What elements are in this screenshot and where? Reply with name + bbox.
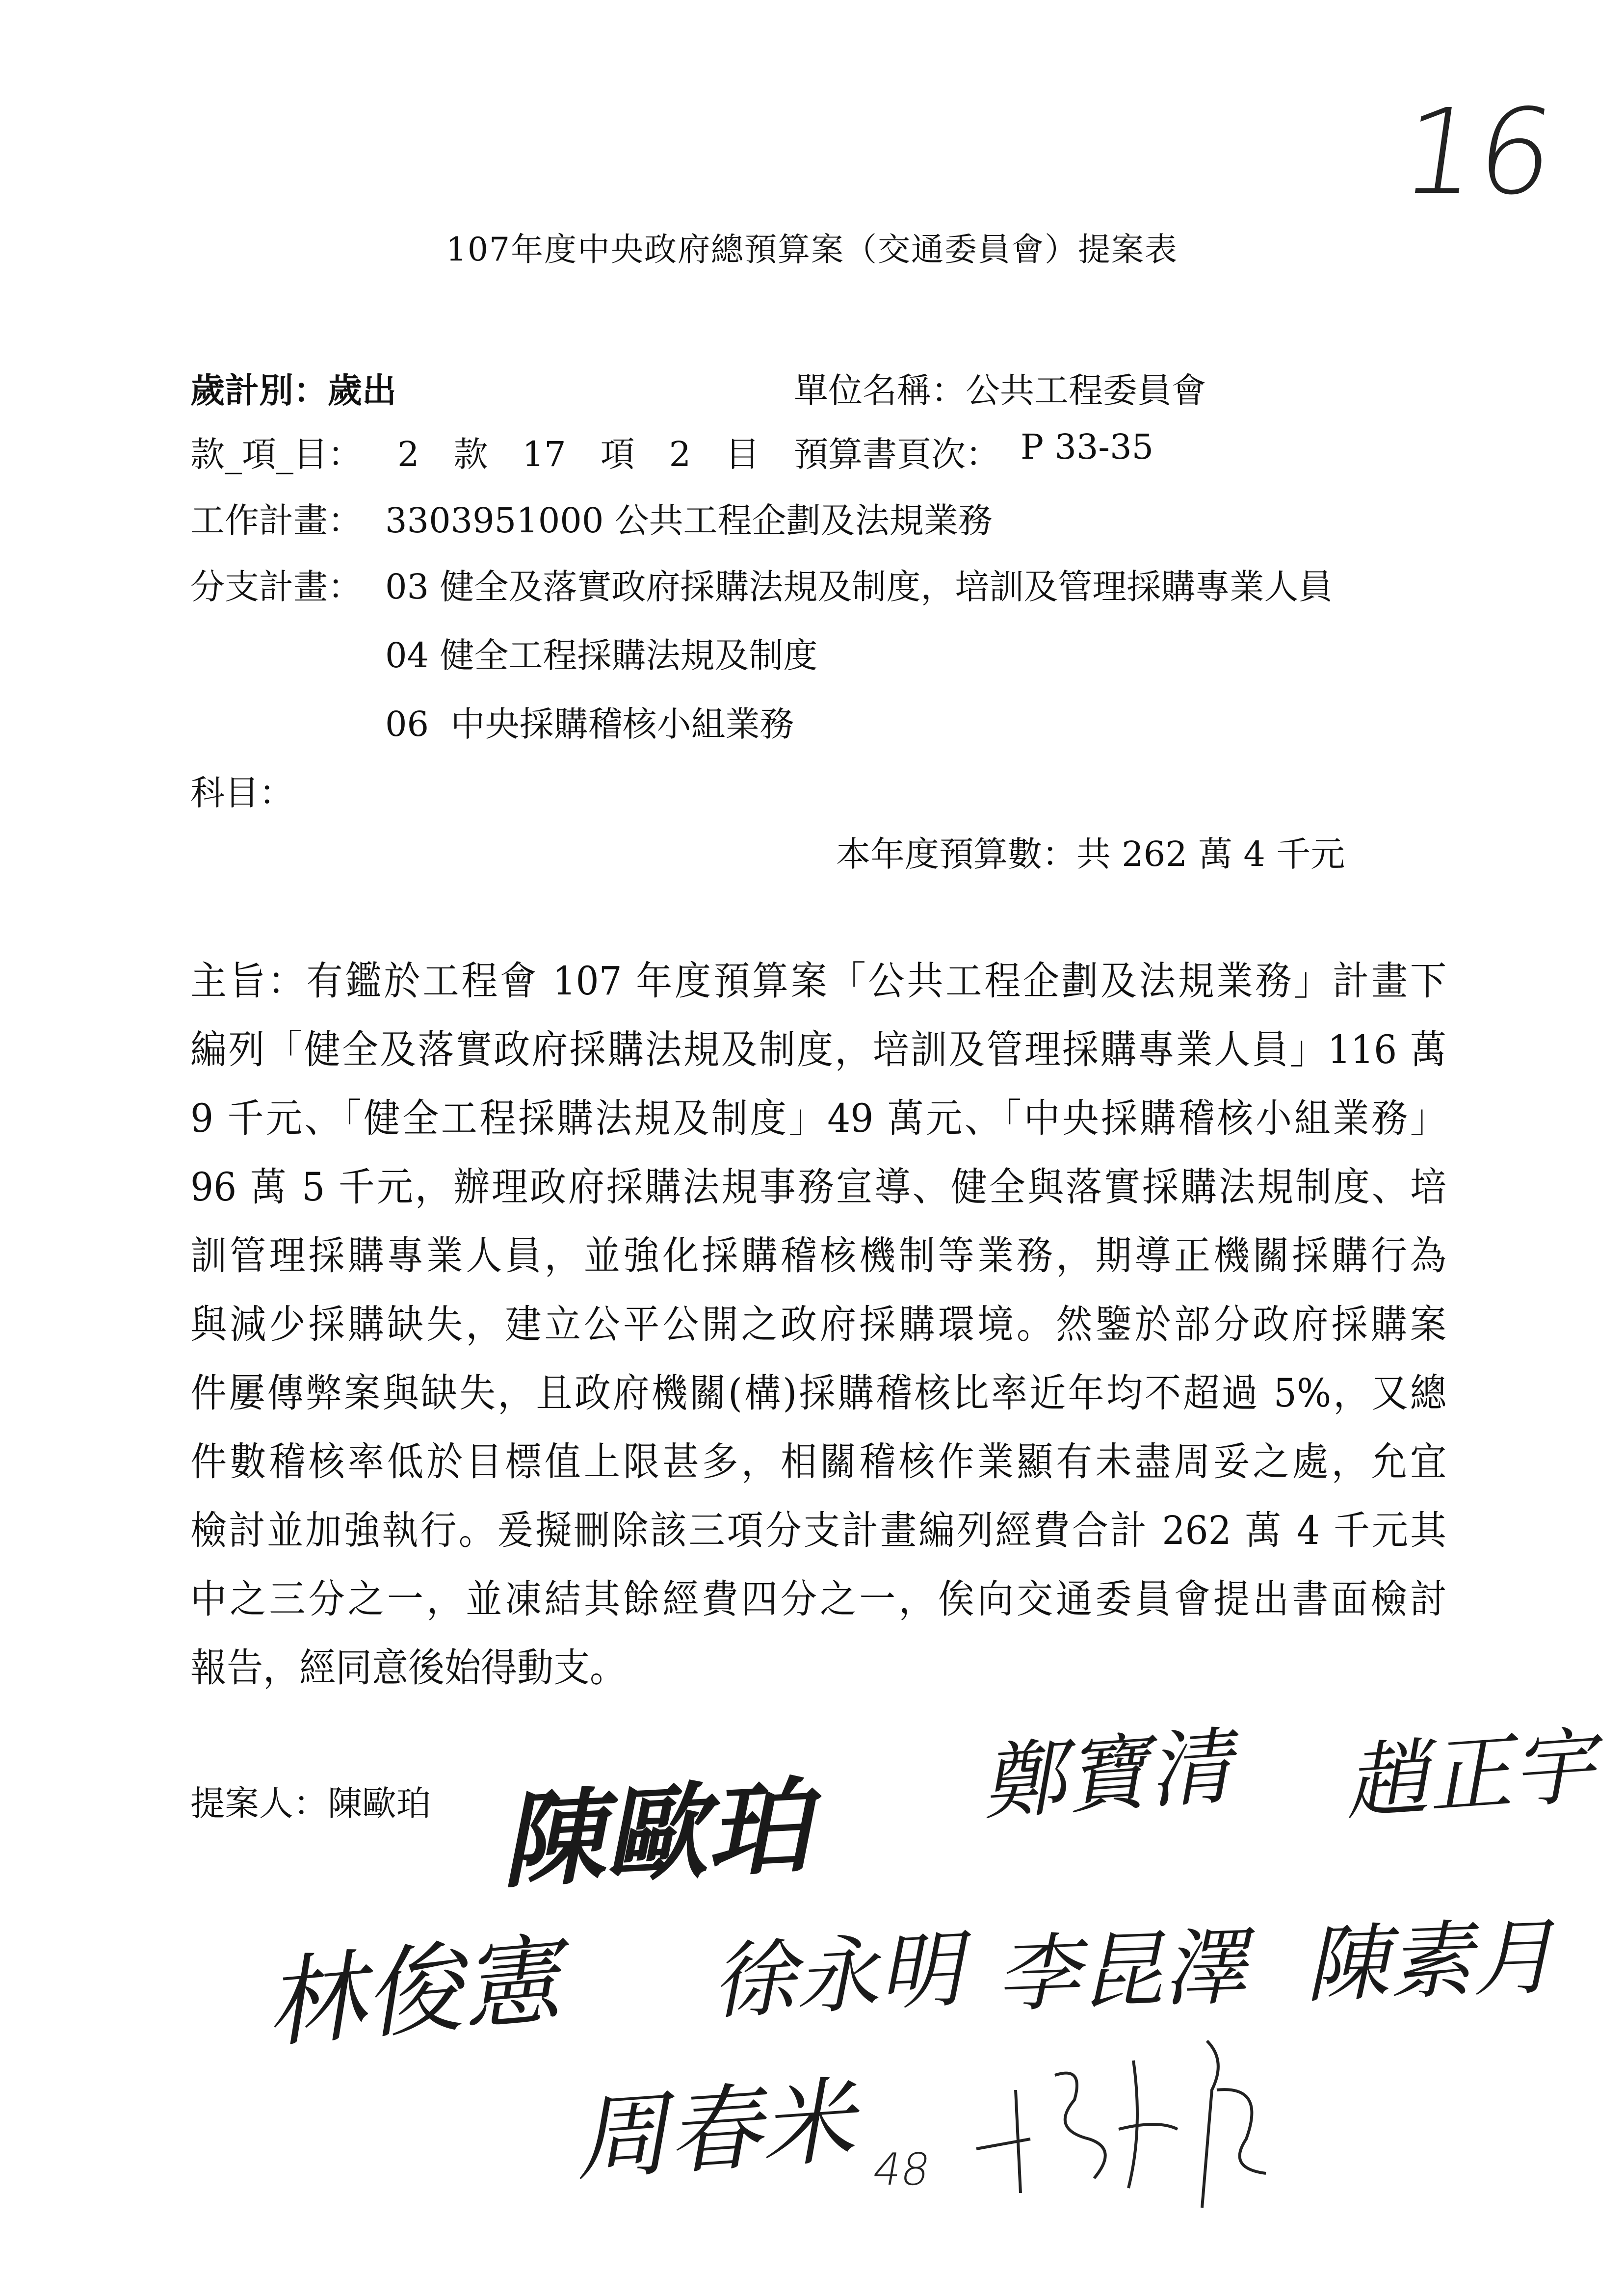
signature: 徐永明 (709, 1921, 965, 2032)
work-plan-label: 工作計畫： (190, 500, 362, 541)
handwritten-page-number: 16 (1393, 83, 1563, 221)
signature: 趙正宇 (1341, 1718, 1598, 1832)
signature-scribble (971, 2031, 1295, 2227)
sub-plan-item: 06 中央採購稽核小組業務 (385, 704, 794, 744)
signature: 林俊憲 (261, 1922, 565, 2062)
body-line: 9 千元、「健全工程採購法規及制度」49 萬元、「中央採購稽核小組業務」 (190, 1096, 1446, 1142)
body-line: 件屢傳弊案與缺失，且政府機關(構)採購稽核比率近年均不超過 5%，又總 (190, 1370, 1446, 1416)
body-line: 訓管理採購專業人員，並強化採購稽核機制等業務，期導正機關採購行為 (190, 1233, 1446, 1279)
body-line: 主旨：有鑑於工程會 107 年度預算案「公共工程企劃及法規業務」計畫下 (190, 958, 1446, 1004)
budget-amount: 本年度預算數：共 262 萬 4 千元 (836, 834, 1345, 874)
page-ref-label: 預算書頁次： (794, 434, 1000, 474)
sub-plan-label: 分支計畫： (190, 567, 362, 607)
body-line: 件數稽核率低於目標值上限甚多，相關稽核作業顯有未盡周妥之處，允宜 (190, 1439, 1446, 1485)
proposer-label: 提案人：陳歐珀 (190, 1783, 431, 1824)
item-label: 款_項_目： (190, 434, 362, 474)
signature: 陳素月 (1304, 1908, 1557, 2014)
item-value: 2 款 17 項 2 目 (397, 434, 760, 474)
subject-label: 科目： (190, 773, 293, 813)
page-ref-value: P 33-35 (1021, 427, 1154, 467)
signature: 周春米 (571, 2066, 858, 2194)
sub-plan-item: 03 健全及落實政府採購法規及制度，培訓及管理採購專業人員 (385, 567, 1333, 607)
unit-name: 單位名稱：公共工程委員會 (794, 370, 1206, 411)
signature: 鄭寶清 (978, 1718, 1235, 1832)
sub-plan-item: 04 健全工程採購法規及制度 (385, 635, 818, 676)
body-line: 檢討並加強執行。爰擬刪除該三項分支計畫編列經費合計 262 萬 4 千元其 (190, 1508, 1446, 1554)
body-line: 中之三分之一，並凍結其餘經費四分之一，俟向交通委員會提出書面檢討 (190, 1576, 1446, 1622)
handwritten-footer-number: 48 (868, 2144, 934, 2195)
signature: 陳歐珀 (498, 1765, 813, 1903)
body-line: 報告，經同意後始得動支。 (190, 1645, 626, 1691)
work-plan-value: 3303951000 公共工程企劃及法規業務 (385, 500, 993, 541)
page-title: 107年度中央政府總預算案（交通委員會）提案表 (446, 231, 1178, 268)
body-line: 與減少採購缺失，建立公平公開之政府採購環境。然鑒於部分政府採購案 (190, 1302, 1446, 1348)
body-line: 96 萬 5 千元，辦理政府採購法規事務宣導、健全與落實採購法規制度、培 (190, 1164, 1446, 1210)
budget-type: 歲計別：歲出 (190, 370, 396, 411)
body-line: 編列「健全及落實政府採購法規及制度，培訓及管理採購專業人員」116 萬 (190, 1027, 1446, 1073)
signature: 李昆澤 (995, 1918, 1248, 2024)
